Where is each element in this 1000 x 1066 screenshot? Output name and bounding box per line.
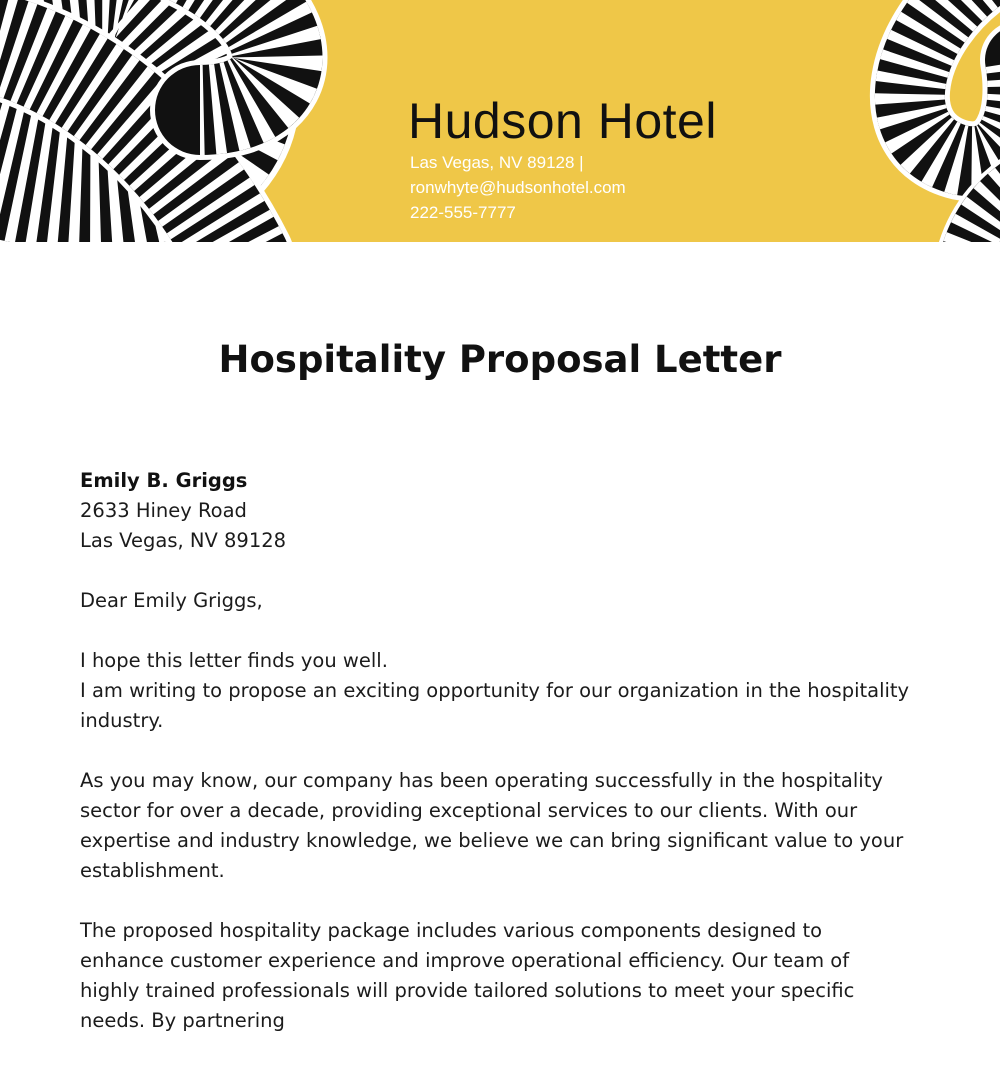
recipient-city: Las Vegas, NV 89128 xyxy=(80,529,287,552)
letter-body xyxy=(80,466,910,1066)
paragraph-package: The proposed hospitality package includes various components designed to enhance customer experience and improve operational efficiency. Our team of highly trained professionals will provide tailored solutions to meet your specific needs. By partnering xyxy=(80,919,855,1032)
contact-info xyxy=(410,150,626,225)
recipient-name: Emily B. Griggs xyxy=(80,469,248,492)
paragraph-intro xyxy=(80,646,910,736)
document-title: Hospitality Proposal Letter xyxy=(218,338,782,381)
intro-line-1: I hope this letter finds you well. xyxy=(80,649,388,672)
hotel-email: ronwhyte@hudsonhotel.com xyxy=(410,178,626,197)
hotel-phone: 222-555-7777 xyxy=(410,203,516,222)
salutation: Dear Emily Griggs, xyxy=(80,589,263,612)
hotel-name: Hudson Hotel xyxy=(408,93,717,149)
recipient-block xyxy=(80,466,910,556)
intro-line-2: I am writing to propose an exciting opportunity for our organization in the hospitality industry. xyxy=(80,679,910,732)
recipient-street: 2633 Hiney Road xyxy=(80,499,247,522)
hotel-address: Las Vegas, NV 89128 | xyxy=(410,153,584,172)
letterhead xyxy=(0,0,1000,242)
paragraph-background: As you may know, our company has been operating successfully in the hospitality sector for over a decade, providing exceptional services to our clients. With our expertise and industry knowledge, we believe we can bring significant value to your establishment. xyxy=(80,769,904,882)
